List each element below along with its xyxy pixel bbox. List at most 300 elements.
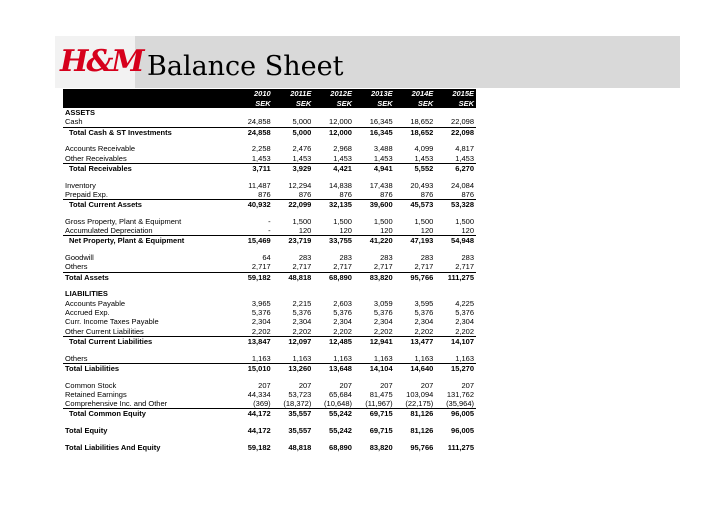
value-cell: 2,202 bbox=[333, 326, 352, 336]
row-label: Total Common Equity bbox=[63, 409, 232, 419]
value-cell: 83,820 bbox=[354, 272, 395, 282]
value-cell: 81,475 bbox=[369, 389, 393, 399]
year-header: 2012E bbox=[313, 89, 354, 99]
value-cell: 15,469 bbox=[232, 236, 273, 246]
value-cell: 207 bbox=[420, 380, 434, 390]
currency-header: SEK bbox=[395, 99, 436, 109]
value-cell bbox=[435, 289, 476, 298]
row-label: Total Cash & ST Investments bbox=[63, 127, 232, 137]
value-cell: 69,715 bbox=[369, 426, 393, 436]
value-cell: 64 bbox=[262, 253, 271, 263]
table-row bbox=[63, 226, 476, 236]
row-label: Accounts Payable bbox=[65, 298, 126, 308]
table-row bbox=[63, 381, 476, 390]
value-cell: 41,220 bbox=[354, 236, 395, 246]
row-label bbox=[63, 209, 232, 216]
row-label bbox=[63, 282, 232, 289]
table-row bbox=[63, 426, 476, 435]
value-cell: 12,000 bbox=[329, 117, 352, 127]
table-row bbox=[63, 390, 476, 399]
value-cell: 48,818 bbox=[273, 272, 314, 282]
value-cell bbox=[273, 373, 314, 380]
value-cell: 12,485 bbox=[313, 336, 354, 346]
table-row bbox=[63, 289, 476, 298]
row-label bbox=[63, 137, 232, 144]
row-label: Inventory bbox=[65, 180, 96, 190]
value-cell: (22,175) bbox=[405, 399, 434, 409]
value-cell bbox=[395, 419, 436, 426]
row-label: Total Current Liabilities bbox=[63, 336, 232, 346]
value-cell: 65,684 bbox=[329, 389, 352, 399]
value-cell: 131,762 bbox=[446, 389, 474, 399]
value-cell: 1,500 bbox=[333, 216, 352, 226]
value-cell: 44,334 bbox=[247, 389, 271, 399]
value-cell: 39,600 bbox=[354, 200, 395, 210]
value-cell: 35,557 bbox=[288, 426, 312, 436]
value-cell: 5,376 bbox=[292, 308, 312, 317]
value-cell: 3,488 bbox=[373, 144, 393, 154]
value-cell: 15,270 bbox=[435, 363, 476, 373]
year-header: 2013E bbox=[354, 89, 395, 99]
value-cell bbox=[354, 108, 395, 117]
value-cell: 1,453 bbox=[373, 153, 393, 163]
value-cell: 876 bbox=[339, 189, 352, 199]
table-row bbox=[63, 217, 476, 226]
value-cell: 1,163 bbox=[292, 353, 312, 363]
value-cell bbox=[273, 108, 314, 117]
hm-logo: H&M bbox=[60, 44, 143, 79]
value-cell bbox=[435, 282, 476, 289]
value-cell: 283 bbox=[380, 253, 393, 263]
value-cell bbox=[435, 373, 476, 380]
value-cell: 2,717 bbox=[333, 262, 352, 272]
value-cell: 4,099 bbox=[414, 144, 434, 154]
value-cell bbox=[354, 137, 395, 144]
value-cell: 14,107 bbox=[435, 336, 476, 346]
value-cell: 53,328 bbox=[435, 200, 476, 210]
year-header: 2011E bbox=[273, 89, 314, 99]
table-body bbox=[63, 108, 476, 452]
value-cell: 207 bbox=[380, 380, 393, 390]
value-cell: 2,968 bbox=[333, 144, 352, 154]
year-header: 2014E bbox=[395, 89, 436, 99]
value-cell bbox=[313, 282, 354, 289]
value-cell bbox=[273, 137, 314, 144]
value-cell: 1,453 bbox=[251, 153, 271, 163]
value-cell: 103,094 bbox=[406, 389, 434, 399]
value-cell: 1,500 bbox=[414, 216, 434, 226]
value-cell: 4,421 bbox=[313, 163, 354, 173]
value-cell bbox=[313, 246, 354, 253]
value-cell: 13,260 bbox=[273, 363, 314, 373]
value-cell bbox=[273, 173, 314, 180]
table-row bbox=[63, 144, 476, 153]
value-cell: 40,932 bbox=[232, 200, 273, 210]
value-cell bbox=[395, 346, 436, 353]
value-cell bbox=[435, 173, 476, 180]
value-cell: 2,304 bbox=[251, 317, 271, 327]
value-cell: 111,275 bbox=[435, 272, 476, 282]
row-label: Total Assets bbox=[63, 272, 232, 282]
value-cell bbox=[435, 108, 476, 117]
table-row bbox=[63, 308, 476, 317]
table-row bbox=[63, 399, 476, 409]
value-cell: 95,766 bbox=[410, 442, 434, 452]
value-cell: 5,552 bbox=[395, 163, 436, 173]
value-cell: 120 bbox=[420, 226, 434, 236]
year-header: 2010 bbox=[232, 89, 273, 99]
value-cell: 18,652 bbox=[395, 127, 436, 137]
value-cell: 1,453 bbox=[292, 153, 312, 163]
value-cell: 14,838 bbox=[329, 180, 352, 190]
value-cell bbox=[435, 419, 476, 426]
table-row bbox=[63, 117, 476, 127]
value-cell: 207 bbox=[258, 380, 271, 390]
value-cell: 3,595 bbox=[414, 298, 434, 308]
value-cell: 2,304 bbox=[333, 317, 352, 327]
header-label-cell bbox=[63, 89, 232, 99]
value-cell: 1,163 bbox=[251, 353, 271, 363]
value-cell: 5,376 bbox=[414, 308, 434, 317]
table-row bbox=[63, 163, 476, 173]
value-cell: 1,500 bbox=[455, 216, 474, 226]
value-cell bbox=[395, 282, 436, 289]
value-cell: 3,965 bbox=[251, 298, 271, 308]
value-cell bbox=[354, 435, 395, 442]
value-cell: 1,500 bbox=[292, 216, 312, 226]
value-cell: 55,242 bbox=[329, 426, 352, 436]
value-cell: 83,820 bbox=[369, 442, 393, 452]
table-row bbox=[63, 236, 476, 246]
value-cell: 2,304 bbox=[414, 317, 434, 327]
value-cell bbox=[273, 289, 314, 298]
value-cell bbox=[273, 209, 314, 216]
row-label: Comprehensive Inc. and Other bbox=[65, 399, 168, 409]
value-cell: (18,372) bbox=[283, 399, 312, 409]
value-cell: 2,202 bbox=[455, 326, 474, 336]
value-cell bbox=[313, 108, 354, 117]
value-cell: 55,242 bbox=[313, 409, 354, 419]
value-cell: 1,453 bbox=[414, 153, 434, 163]
table-row bbox=[63, 154, 476, 164]
value-cell bbox=[395, 435, 436, 442]
value-cell bbox=[232, 289, 273, 298]
value-cell: 2,717 bbox=[373, 262, 393, 272]
spacer-row bbox=[63, 419, 476, 426]
value-cell: 120 bbox=[461, 226, 474, 236]
value-cell: 111,275 bbox=[447, 442, 474, 452]
value-cell: 33,755 bbox=[313, 236, 354, 246]
row-label: Accounts Receivable bbox=[65, 144, 136, 154]
value-cell: 2,717 bbox=[251, 262, 271, 272]
value-cell: 1,453 bbox=[455, 153, 474, 163]
spacer-row bbox=[63, 209, 476, 216]
value-cell: 95,766 bbox=[395, 272, 436, 282]
table-row bbox=[63, 108, 476, 117]
row-label: Total Current Assets bbox=[63, 200, 232, 210]
year-header-row bbox=[63, 89, 476, 99]
value-cell bbox=[273, 435, 314, 442]
value-cell bbox=[395, 373, 436, 380]
table-row bbox=[63, 363, 476, 373]
value-cell: 53,723 bbox=[288, 389, 312, 399]
value-cell: 2,202 bbox=[251, 326, 271, 336]
value-cell bbox=[313, 419, 354, 426]
value-cell: 12,097 bbox=[273, 336, 314, 346]
row-label: Prepaid Exp. bbox=[65, 189, 108, 199]
value-cell bbox=[232, 282, 273, 289]
value-cell: 207 bbox=[461, 380, 474, 390]
spacer-row bbox=[63, 137, 476, 144]
spacer-row bbox=[63, 246, 476, 253]
row-label: Curr. Income Taxes Payable bbox=[65, 317, 159, 327]
row-label: Cash bbox=[65, 117, 83, 127]
value-cell: 283 bbox=[298, 253, 312, 263]
row-label: Total Liabilities bbox=[63, 363, 232, 373]
value-cell bbox=[354, 173, 395, 180]
row-label: Common Stock bbox=[65, 380, 117, 390]
value-cell: 54,948 bbox=[435, 236, 476, 246]
table-row bbox=[63, 181, 476, 190]
value-cell: 2,304 bbox=[292, 317, 312, 327]
value-cell: 35,557 bbox=[273, 409, 314, 419]
value-cell bbox=[232, 346, 273, 353]
value-cell: 2,304 bbox=[373, 317, 393, 327]
value-cell: 15,010 bbox=[232, 363, 273, 373]
value-cell bbox=[395, 108, 436, 117]
value-cell bbox=[313, 289, 354, 298]
value-cell bbox=[395, 173, 436, 180]
value-cell bbox=[313, 209, 354, 216]
value-cell: 2,202 bbox=[414, 326, 434, 336]
value-cell bbox=[313, 435, 354, 442]
value-cell: 2,202 bbox=[373, 326, 393, 336]
row-label: Retained Earnings bbox=[65, 389, 127, 399]
value-cell: 59,182 bbox=[247, 442, 271, 452]
row-label: LIABILITIES bbox=[65, 289, 108, 299]
value-cell: 283 bbox=[339, 253, 352, 263]
value-cell: - bbox=[268, 216, 271, 226]
value-cell: 16,345 bbox=[354, 127, 395, 137]
value-cell: 283 bbox=[420, 253, 434, 263]
table-row bbox=[63, 443, 476, 452]
row-label: Others bbox=[65, 262, 88, 272]
value-cell: 12,000 bbox=[313, 127, 354, 137]
table-row bbox=[63, 272, 476, 282]
value-cell bbox=[313, 137, 354, 144]
value-cell: 47,193 bbox=[395, 236, 436, 246]
value-cell bbox=[354, 246, 395, 253]
row-label bbox=[63, 419, 232, 426]
year-header: 2015E bbox=[435, 89, 476, 99]
value-cell: 68,890 bbox=[329, 442, 352, 452]
value-cell: 6,270 bbox=[435, 163, 476, 173]
value-cell bbox=[232, 173, 273, 180]
value-cell: (10,648) bbox=[324, 399, 352, 409]
page-title: Balance Sheet bbox=[147, 51, 344, 82]
row-label: ASSETS bbox=[65, 108, 96, 117]
table-row bbox=[63, 190, 476, 200]
value-cell: 876 bbox=[420, 189, 434, 199]
value-cell bbox=[395, 209, 436, 216]
value-cell: 96,005 bbox=[435, 409, 476, 419]
table-row bbox=[63, 253, 476, 262]
value-cell: 1,163 bbox=[414, 353, 434, 363]
value-cell: 45,573 bbox=[395, 200, 436, 210]
table-row bbox=[63, 317, 476, 326]
value-cell: 69,715 bbox=[354, 409, 395, 419]
row-label bbox=[63, 246, 232, 253]
value-cell: 1,163 bbox=[333, 353, 352, 363]
value-cell: 5,000 bbox=[273, 127, 314, 137]
header-label-cell bbox=[63, 99, 232, 109]
value-cell: 13,648 bbox=[313, 363, 354, 373]
value-cell: 4,225 bbox=[455, 298, 474, 308]
value-cell: 120 bbox=[380, 226, 393, 236]
value-cell: 14,640 bbox=[395, 363, 436, 373]
row-label: Net Property, Plant & Equipment bbox=[63, 236, 232, 246]
value-cell: 12,294 bbox=[288, 180, 312, 190]
value-cell: 2,603 bbox=[333, 298, 352, 308]
value-cell: 876 bbox=[380, 189, 393, 199]
value-cell: 5,000 bbox=[292, 117, 312, 127]
value-cell bbox=[232, 435, 273, 442]
value-cell: 32,135 bbox=[313, 200, 354, 210]
value-cell: 4,817 bbox=[455, 144, 474, 154]
value-cell: 20,493 bbox=[410, 180, 434, 190]
value-cell: 1,453 bbox=[333, 153, 352, 163]
value-cell: 59,182 bbox=[232, 272, 273, 282]
value-cell bbox=[232, 209, 273, 216]
value-cell bbox=[232, 137, 273, 144]
value-cell bbox=[232, 373, 273, 380]
value-cell: 24,084 bbox=[451, 180, 474, 190]
value-cell bbox=[232, 419, 273, 426]
value-cell: 22,098 bbox=[435, 127, 476, 137]
value-cell: 2,202 bbox=[292, 326, 312, 336]
value-cell bbox=[395, 289, 436, 298]
value-cell: 5,376 bbox=[251, 308, 271, 317]
table-row bbox=[63, 127, 476, 137]
value-cell: 81,126 bbox=[395, 409, 436, 419]
value-cell: 2,215 bbox=[292, 298, 312, 308]
value-cell: 68,890 bbox=[313, 272, 354, 282]
currency-header: SEK bbox=[354, 99, 395, 109]
value-cell: 120 bbox=[298, 226, 312, 236]
value-cell: 3,929 bbox=[273, 163, 314, 173]
value-cell bbox=[354, 373, 395, 380]
currency-header: SEK bbox=[313, 99, 354, 109]
balance-sheet-table bbox=[63, 89, 476, 452]
spacer-row bbox=[63, 373, 476, 380]
value-cell: 207 bbox=[339, 380, 352, 390]
value-cell: 16,345 bbox=[369, 117, 393, 127]
currency-header: SEK bbox=[273, 99, 314, 109]
row-label bbox=[63, 173, 232, 180]
value-cell: 2,476 bbox=[292, 144, 312, 154]
value-cell: 12,941 bbox=[354, 336, 395, 346]
row-label bbox=[63, 373, 232, 380]
row-label bbox=[63, 435, 232, 442]
value-cell bbox=[435, 435, 476, 442]
spacer-row bbox=[63, 282, 476, 289]
value-cell: 4,941 bbox=[354, 163, 395, 173]
value-cell bbox=[435, 246, 476, 253]
value-cell: 18,652 bbox=[410, 117, 434, 127]
value-cell: (369) bbox=[253, 399, 271, 409]
row-label: Gross Property, Plant & Equipment bbox=[65, 216, 182, 226]
value-cell: 2,717 bbox=[414, 262, 434, 272]
row-label: Accumulated Depreciation bbox=[65, 226, 153, 236]
balance-sheet bbox=[63, 89, 476, 452]
value-cell: 17,438 bbox=[369, 180, 393, 190]
value-cell: 48,818 bbox=[288, 442, 312, 452]
currency-header: SEK bbox=[435, 99, 476, 109]
value-cell bbox=[273, 419, 314, 426]
value-cell: - bbox=[268, 226, 271, 236]
value-cell: 2,717 bbox=[455, 262, 474, 272]
value-cell: 13,847 bbox=[232, 336, 273, 346]
value-cell: 22,099 bbox=[273, 200, 314, 210]
value-cell bbox=[395, 246, 436, 253]
value-cell bbox=[273, 246, 314, 253]
table-row bbox=[63, 409, 476, 419]
value-cell: 2,717 bbox=[292, 262, 312, 272]
value-cell: 3,059 bbox=[373, 298, 393, 308]
value-cell: 876 bbox=[298, 189, 312, 199]
row-label: Accrued Exp. bbox=[65, 308, 110, 317]
value-cell bbox=[273, 346, 314, 353]
row-label bbox=[63, 346, 232, 353]
value-cell bbox=[395, 137, 436, 144]
value-cell bbox=[354, 209, 395, 216]
value-cell bbox=[435, 209, 476, 216]
row-label: Others bbox=[65, 353, 88, 363]
row-label: Total Receivables bbox=[63, 163, 232, 173]
table-row bbox=[63, 200, 476, 210]
row-label: Total Liabilities And Equity bbox=[65, 442, 161, 452]
row-label: Other Current Liabilities bbox=[65, 326, 144, 336]
table-header bbox=[63, 89, 476, 108]
value-cell: 96,005 bbox=[451, 426, 474, 436]
value-cell: (11,967) bbox=[365, 399, 393, 409]
value-cell: 120 bbox=[339, 226, 352, 236]
value-cell: 23,719 bbox=[273, 236, 314, 246]
spacer-row bbox=[63, 173, 476, 180]
value-cell: 3,711 bbox=[232, 163, 273, 173]
value-cell: 24,858 bbox=[232, 127, 273, 137]
value-cell: 5,376 bbox=[455, 308, 474, 317]
value-cell bbox=[273, 282, 314, 289]
table-row bbox=[63, 336, 476, 346]
value-cell: 44,172 bbox=[232, 409, 273, 419]
value-cell: 44,172 bbox=[247, 426, 271, 436]
value-cell: 1,163 bbox=[455, 353, 474, 363]
value-cell: 283 bbox=[461, 253, 474, 263]
table-row bbox=[63, 354, 476, 364]
table-row bbox=[63, 327, 476, 337]
value-cell: (35,964) bbox=[446, 399, 474, 409]
value-cell: 5,376 bbox=[333, 308, 352, 317]
value-cell bbox=[435, 346, 476, 353]
value-cell bbox=[313, 173, 354, 180]
row-label: Goodwill bbox=[65, 253, 94, 263]
value-cell: 13,477 bbox=[395, 336, 436, 346]
currency-header: SEK bbox=[232, 99, 273, 109]
value-cell bbox=[313, 373, 354, 380]
row-label: Total Equity bbox=[65, 426, 108, 436]
value-cell: 14,104 bbox=[354, 363, 395, 373]
